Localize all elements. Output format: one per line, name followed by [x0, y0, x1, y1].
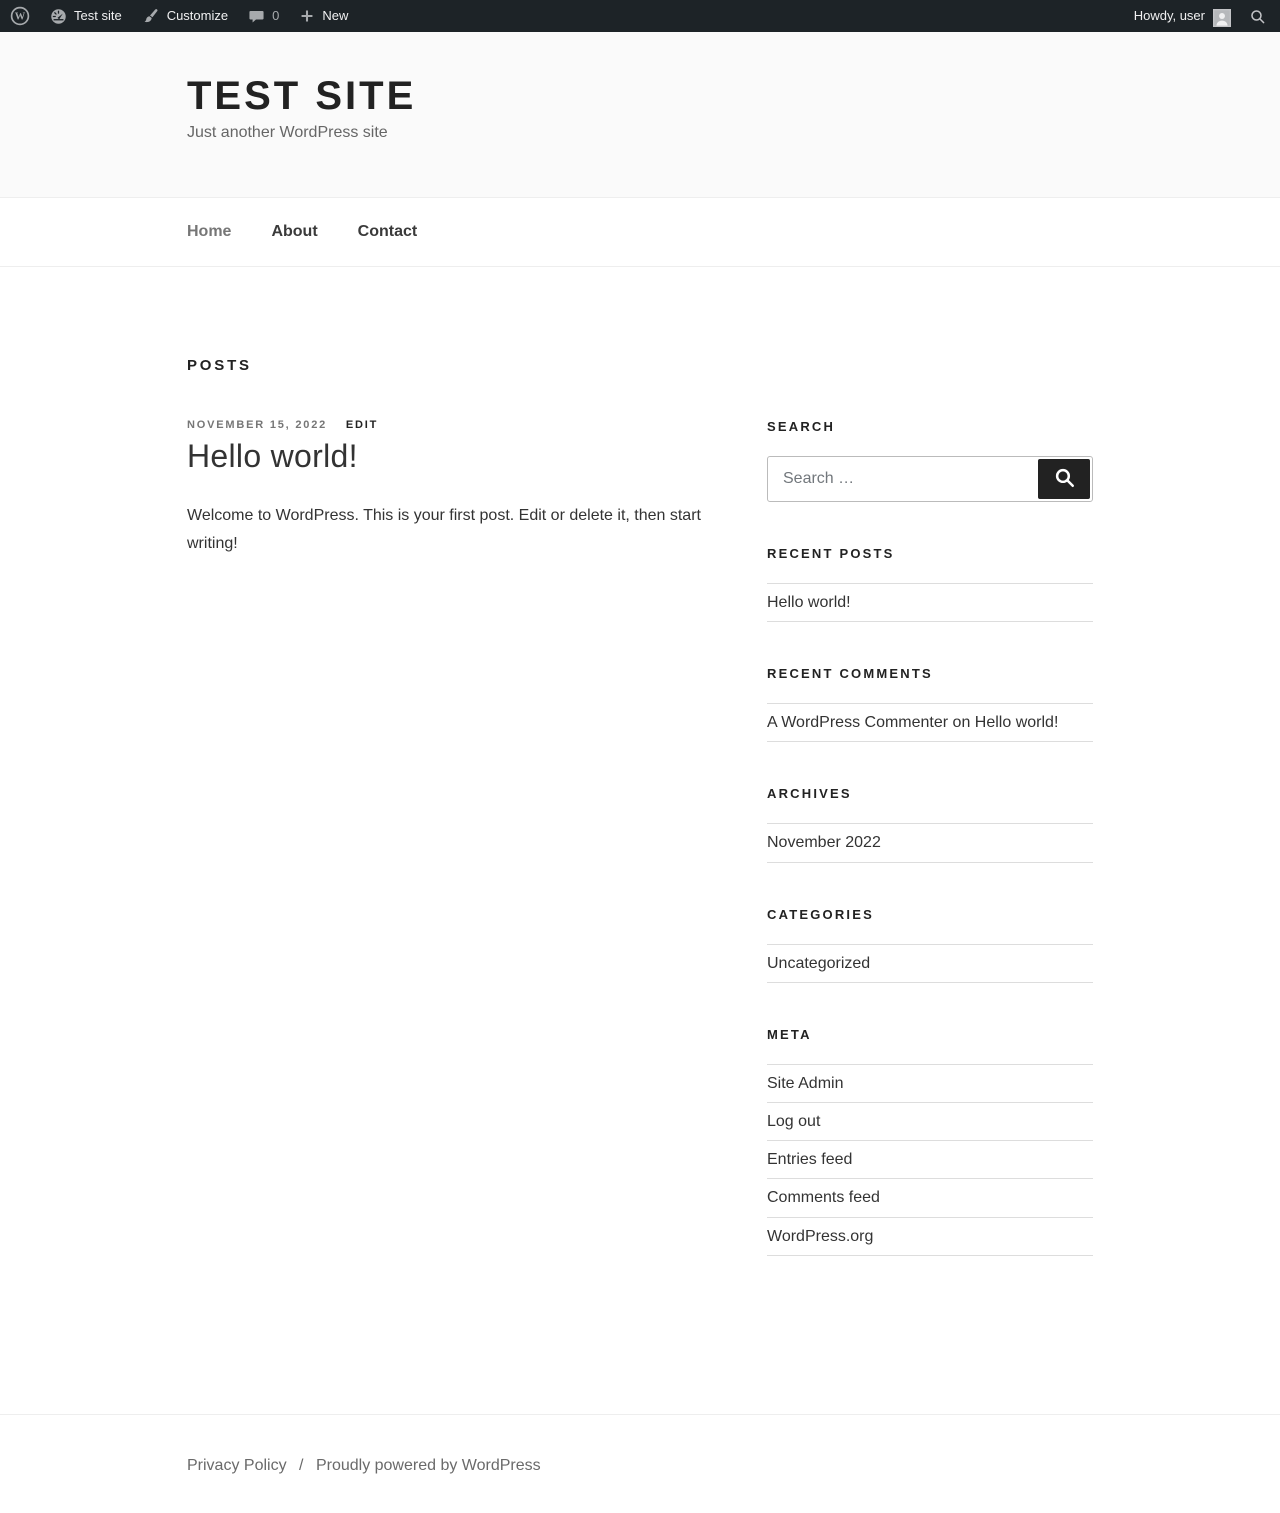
list-item	[767, 1218, 1093, 1256]
recent-comments-widget	[767, 666, 1093, 742]
categories-title: CATEGORIES	[767, 906, 874, 922]
howdy-user-link[interactable]: Howdy, user	[1133, 8, 1205, 23]
admin-bar-site-label: Test site	[74, 8, 122, 23]
search-widget-title: SEARCH	[767, 419, 836, 434]
comment-connector: on	[952, 714, 971, 732]
post-edit-link[interactable]: EDIT	[345, 419, 379, 431]
post-meta	[187, 419, 712, 431]
categories-widget	[767, 907, 1093, 983]
dashboard-gauge-icon	[50, 8, 67, 25]
search-submit-button[interactable]	[1038, 459, 1090, 499]
privacy-policy-link[interactable]: Privacy Policy	[187, 1456, 287, 1474]
log-out-link[interactable]: Log out	[767, 1112, 821, 1130]
site-admin-link[interactable]: Site Admin	[767, 1074, 844, 1092]
list-item	[767, 1103, 1093, 1141]
nav-item-about[interactable]: About	[271, 223, 318, 240]
customize-button[interactable]	[132, 0, 238, 32]
list-item	[767, 1141, 1093, 1179]
footer-separator: /	[299, 1456, 304, 1474]
admin-bar-left	[0, 0, 1134, 32]
category-link[interactable]: Uncategorized	[767, 954, 871, 972]
archives-widget	[767, 786, 1093, 862]
admin-bar-search-icon[interactable]	[1245, 8, 1270, 25]
plus-icon	[299, 8, 315, 24]
list-item	[767, 1065, 1093, 1103]
meta-title: META	[767, 1026, 812, 1042]
svg-text:W: W	[14, 11, 26, 23]
list-item	[767, 1179, 1093, 1217]
admin-bar-right	[1134, 0, 1280, 32]
search-icon	[1053, 466, 1076, 492]
post-article	[187, 419, 712, 557]
user-avatar[interactable]	[1213, 7, 1231, 25]
comment-author-link[interactable]: A WordPress Commenter	[767, 714, 949, 732]
comments-button[interactable]	[238, 0, 289, 32]
comment-bubble-icon	[248, 8, 265, 25]
entries-feed-link[interactable]: Entries feed	[767, 1151, 853, 1169]
recent-posts-widget	[767, 546, 1093, 622]
meta-widget	[767, 1027, 1093, 1256]
paintbrush-icon	[142, 7, 160, 25]
nav-item-home[interactable]: Home	[187, 223, 232, 240]
recent-posts-title: RECENT POSTS	[767, 546, 895, 561]
post-date-link[interactable]: NOVEMBER 15, 2022	[187, 419, 328, 431]
admin-bar-site-name[interactable]	[40, 0, 132, 32]
site-header	[0, 32, 1280, 197]
site-footer	[0, 1414, 1280, 1513]
list-item	[767, 824, 1093, 862]
wordpress-menu-button[interactable]	[0, 0, 40, 32]
archive-link[interactable]: November 2022	[767, 834, 881, 852]
search-form	[767, 456, 1093, 502]
comments-count: 0	[272, 8, 280, 23]
customize-label: Customize	[166, 8, 229, 23]
new-content-button[interactable]	[289, 0, 358, 32]
list-item	[767, 584, 1093, 622]
post-title-link[interactable]: Hello world!	[187, 438, 358, 474]
posts-column	[187, 357, 712, 557]
site-tagline: Just another WordPress site	[187, 124, 388, 141]
nav-item-contact[interactable]: Contact	[357, 223, 418, 240]
sidebar	[767, 357, 1093, 1300]
comment-post-link[interactable]: Hello world!	[974, 714, 1059, 732]
page-title: POSTS	[187, 357, 252, 374]
recent-comments-title: RECENT COMMENTS	[767, 666, 933, 682]
wordpress-logo-icon	[10, 6, 30, 26]
post-body: Welcome to WordPress. This is your first post. Edit or delete it, then start writing!	[187, 507, 701, 552]
site-title[interactable]: TEST SITE	[187, 74, 417, 118]
list-item	[767, 704, 1093, 742]
powered-by-link[interactable]: Proudly powered by WordPress	[315, 1456, 541, 1474]
main-navigation	[0, 197, 1280, 267]
comments-feed-link[interactable]: Comments feed	[767, 1189, 880, 1207]
site-content	[0, 267, 1280, 1414]
search-widget	[767, 419, 1093, 502]
list-item	[767, 945, 1093, 983]
wordpress-org-link[interactable]: WordPress.org	[767, 1227, 874, 1245]
new-label: New	[322, 8, 349, 23]
admin-bar	[0, 0, 1280, 32]
archives-title: ARCHIVES	[767, 786, 852, 802]
recent-post-link[interactable]: Hello world!	[767, 594, 851, 611]
